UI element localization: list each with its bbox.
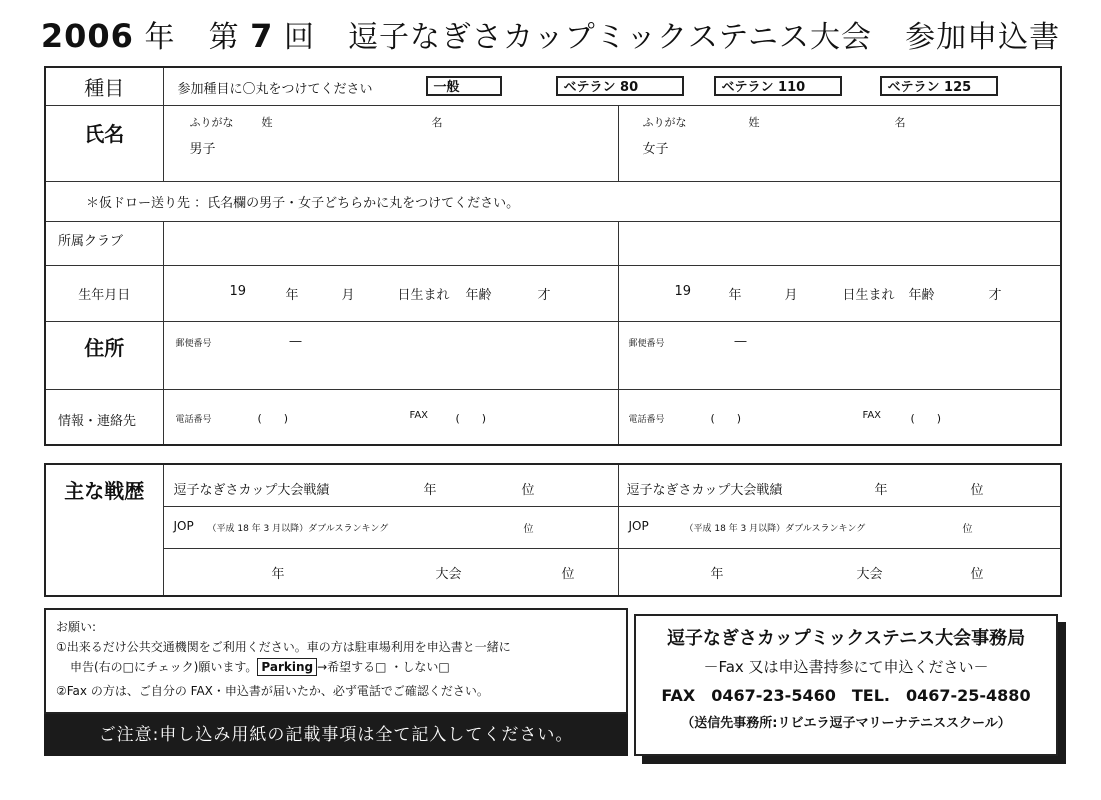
contact-label: 情報・連絡先 <box>45 389 163 445</box>
female-label[interactable]: 女子 <box>642 141 669 157</box>
name-row <box>45 105 1061 181</box>
female-cup-year: 年 <box>874 483 888 498</box>
male-cup-label: 逗子なぎさカップ大会戦績 <box>173 483 330 498</box>
title-nen: 年 <box>144 20 176 55</box>
name-male-cell[interactable] <box>163 105 618 181</box>
notes-box <box>44 608 628 714</box>
male-fax-label: FAX <box>409 409 429 421</box>
notes-heading: お願い: <box>56 620 97 634</box>
address-female-cell[interactable] <box>618 321 1061 389</box>
club-female-field[interactable] <box>618 221 1061 265</box>
contact-female-cell[interactable] <box>618 389 1061 445</box>
form-title <box>0 12 1101 56</box>
birth-male-age: 年齢 <box>465 287 492 303</box>
male-jop-note: （平成 18 年 3 月以降）ダブルスランキング <box>207 523 389 534</box>
office-fax-tel: FAX 0467-23-5460 TEL. 0467-25-4880 <box>661 686 1031 705</box>
history-male-jop[interactable] <box>163 506 618 548</box>
notes-line2 <box>70 658 450 676</box>
category-option-veteran-80[interactable]: ベテラン 80 <box>556 76 684 96</box>
female-fax-paren: ( ) <box>910 411 942 425</box>
birth-male-cell[interactable] <box>163 265 618 321</box>
birth-male-year: 年 <box>285 287 299 303</box>
address-row <box>45 321 1061 389</box>
female-sei-label: 姓 <box>748 115 760 129</box>
notes-line3: ②Fax の方は、ご自分の FAX・申込書が届いたか、必ず電話でご確認ください。 <box>56 684 489 698</box>
female-tour-label: 大会 <box>856 566 883 582</box>
birth-female-cell[interactable] <box>618 265 1061 321</box>
male-tour-year: 年 <box>271 566 285 582</box>
female-furigana-label: ふりがな <box>642 115 687 129</box>
female-cup-rank: 位 <box>970 483 984 498</box>
category-option-veteran-110[interactable]: ベテラン 110 <box>714 76 842 96</box>
history-label: 主な戦歴 <box>45 464 163 596</box>
male-postal-dash: ― <box>289 333 302 348</box>
history-row-cup <box>45 464 1061 506</box>
name-label: 氏名 <box>45 105 163 181</box>
male-tour-label: 大会 <box>435 566 462 582</box>
title-num: 7 <box>250 17 274 55</box>
title-kai: 回 <box>283 20 315 55</box>
office-box <box>634 614 1058 756</box>
male-mei-label: 名 <box>431 115 443 129</box>
office-sender: （送信先事務所:リビエラ逗子マリーナテニススクール） <box>681 716 1011 731</box>
history-female-jop[interactable] <box>618 506 1061 548</box>
male-phone-paren: ( ) <box>257 411 289 425</box>
category-option-general[interactable]: 一般 <box>426 76 502 96</box>
history-row-tournament <box>45 548 1061 596</box>
male-jop-label: JOP <box>173 518 194 533</box>
birth-female-born: 日生まれ <box>842 287 895 303</box>
birth-female-year: 年 <box>728 287 742 303</box>
male-furigana-label: ふりがな <box>189 115 234 129</box>
history-male-tournament[interactable] <box>163 548 618 596</box>
female-fax-label: FAX <box>862 409 882 421</box>
birth-female-19: 19 <box>674 283 692 299</box>
female-postal-dash: ― <box>734 333 747 348</box>
female-tour-year: 年 <box>710 566 724 582</box>
category-cell <box>163 67 1061 105</box>
birth-male-sai: 才 <box>537 287 551 303</box>
male-sei-label: 姓 <box>261 115 273 129</box>
male-cup-rank: 位 <box>521 483 535 498</box>
birth-label: 生年月日 <box>45 265 163 321</box>
address-male-cell[interactable] <box>163 321 618 389</box>
birth-row <box>45 265 1061 321</box>
draw-note: ＊仮ドロー送り先 ：氏名欄の男子・女子どちらかに丸をつけてください。 <box>86 195 520 211</box>
contact-male-cell[interactable] <box>163 389 618 445</box>
female-jop-label: JOP <box>628 518 649 533</box>
title-dai: 第 <box>208 20 240 55</box>
male-fax-paren: ( ) <box>455 411 487 425</box>
birth-female-age: 年齢 <box>908 287 935 303</box>
entry-form-table <box>44 66 1062 446</box>
history-female-cup[interactable] <box>618 464 1061 506</box>
birth-female-month: 月 <box>784 287 798 303</box>
club-male-field[interactable] <box>163 221 618 265</box>
female-postal-label: 郵便番号 <box>628 338 665 349</box>
male-phone-label: 電話番号 <box>175 414 212 425</box>
club-row <box>45 221 1061 265</box>
male-label[interactable]: 男子 <box>189 141 216 157</box>
notes-line1: ①出来るだけ公共交通機関をご利用ください。車の方は駐車場利用を申込書と一緒に <box>56 640 511 654</box>
office-note: －Fax 又は申込書持参にて申込ください－ <box>703 658 989 676</box>
male-postal-label: 郵便番号 <box>175 338 212 349</box>
address-label: 住所 <box>45 321 163 389</box>
title-year: 2006 <box>40 17 134 55</box>
male-cup-year: 年 <box>423 483 437 498</box>
male-tour-rank: 位 <box>561 566 575 582</box>
birth-male-month: 月 <box>341 287 355 303</box>
contact-row <box>45 389 1061 445</box>
female-mei-label: 名 <box>894 115 906 129</box>
name-female-cell[interactable] <box>618 105 1061 181</box>
female-cup-label: 逗子なぎさカップ大会戦績 <box>626 483 783 498</box>
female-phone-label: 電話番号 <box>628 414 665 425</box>
notes-line2a: 申告(右の□にチェック)願います。 <box>70 660 258 674</box>
category-option-veteran-125[interactable]: ベテラン 125 <box>880 76 998 96</box>
category-label: 種目 <box>45 67 163 105</box>
female-tour-rank: 位 <box>970 566 984 582</box>
history-row-jop <box>45 506 1061 548</box>
category-instruction: 参加種目に〇丸をつけてください <box>177 82 373 97</box>
category-row <box>45 67 1061 105</box>
club-label: 所属クラブ <box>45 221 163 265</box>
parking-box: Parking <box>257 658 317 676</box>
office-title: 逗子なぎさカップミックステニス大会事務局 <box>666 628 1026 649</box>
title-event: 逗子なぎさカップミックステニス大会 <box>348 20 873 55</box>
birth-male-19: 19 <box>229 283 247 299</box>
history-female-tournament[interactable] <box>618 548 1061 596</box>
female-jop-rank: 位 <box>962 523 973 535</box>
title-doc: 参加申込書 <box>905 20 1061 55</box>
male-jop-rank: 位 <box>523 523 534 535</box>
notes-line2b[interactable]: →希望する□ ・しない□ <box>317 660 450 674</box>
birth-female-sai: 才 <box>988 287 1002 303</box>
history-table <box>44 463 1062 597</box>
draw-note-cell <box>45 181 1061 221</box>
draw-note-row <box>45 181 1061 221</box>
birth-male-born: 日生まれ <box>397 287 450 303</box>
notice-banner: ご注意:申し込み用紙の記載事項は全て記入してください。 <box>44 714 628 756</box>
female-jop-note: （平成 18 年 3 月以降）ダブルスランキング <box>684 523 866 534</box>
history-male-cup[interactable] <box>163 464 618 506</box>
female-phone-paren: ( ) <box>710 411 742 425</box>
